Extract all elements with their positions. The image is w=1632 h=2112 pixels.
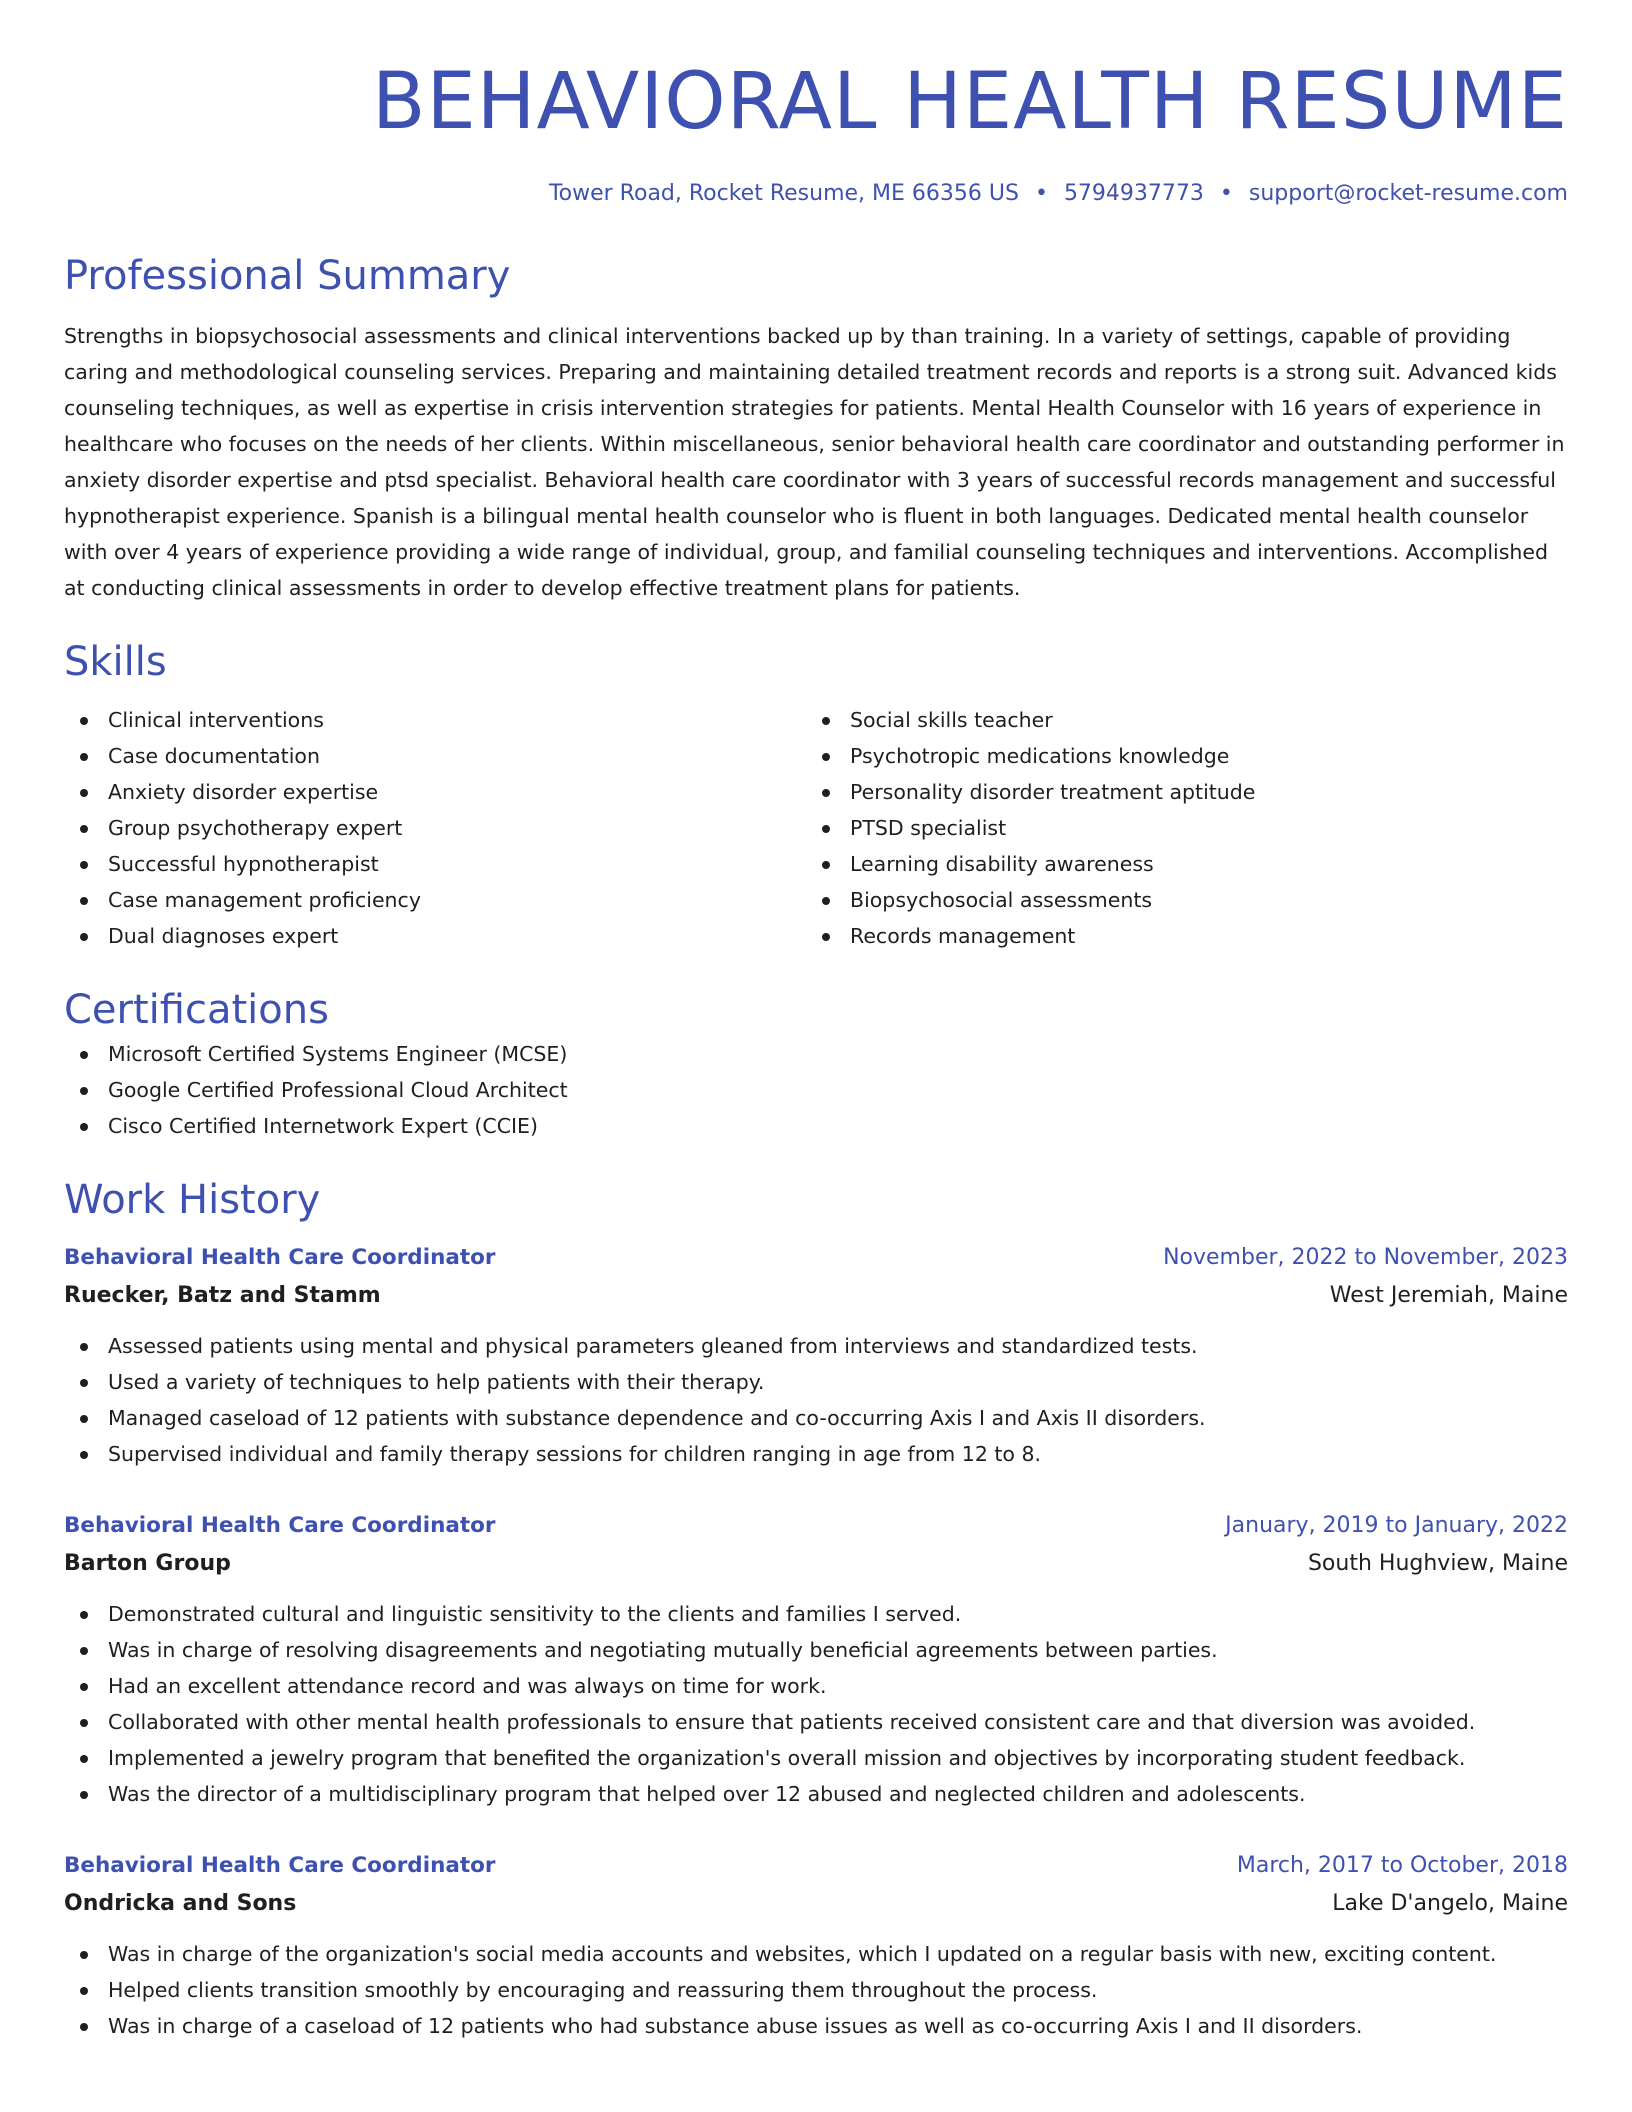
summary-heading: Professional Summary (64, 253, 511, 299)
work-history-heading: Work History (64, 1177, 321, 1223)
certifications-heading: Certifications (64, 987, 329, 1033)
skills-heading: Skills (64, 639, 167, 685)
job-duty: Collaborated with other mental health professionals to ensure that patients received consistent care and that diversion was avoided. (64, 1704, 1568, 1740)
job-dates: November, 2022 to November, 2023 (1163, 1245, 1568, 1270)
contact-separator: • (1219, 181, 1233, 206)
skill-item: Case documentation (64, 738, 806, 774)
skills-section (64, 636, 1568, 954)
certifications-list (64, 1036, 1568, 1144)
job-company-row (64, 1276, 1568, 1316)
job-company: Barton Group (64, 1551, 231, 1576)
resume-header (64, 0, 1568, 210)
job-company-row (64, 1884, 1568, 1924)
job-location: South Hughview, Maine (1307, 1551, 1568, 1576)
contact-phone[interactable]: 5794937773 (1063, 181, 1204, 206)
skills-grid (64, 702, 1568, 954)
job-company-row (64, 1544, 1568, 1584)
job-location: West Jeremiah, Maine (1329, 1283, 1568, 1308)
certification-item: Google Certified Professional Cloud Architect (64, 1072, 1568, 1108)
job-duty: Implemented a jewelry program that benefited the organization's overall mission and objectives by incorporating student feedback. (64, 1740, 1568, 1776)
job-entry (64, 1508, 1568, 1812)
job-duties-list (64, 1328, 1568, 1472)
job-company: Ondricka and Sons (64, 1891, 297, 1916)
job-duties-list (64, 1596, 1568, 1812)
job-duty: Helped clients transition smoothly by encouraging and reassuring them throughout the process. (64, 1972, 1568, 2008)
skill-item: Dual diagnoses expert (64, 918, 806, 954)
job-duty: Was in charge of resolving disagreements and negotiating mutually beneficial agreements between parties. (64, 1632, 1568, 1668)
summary-section (64, 250, 1568, 606)
skill-item: Biopsychosocial assessments (806, 882, 1548, 918)
job-duty: Had an excellent attendance record and was always on time for work. (64, 1668, 1568, 1704)
job-duty: Used a variety of techniques to help patients with their therapy. (64, 1364, 1568, 1400)
skill-item: Social skills teacher (806, 702, 1548, 738)
job-duty: Demonstrated cultural and linguistic sensitivity to the clients and families I served. (64, 1596, 1568, 1632)
job-duties-list (64, 1936, 1568, 2044)
skill-item: Case management proficiency (64, 882, 806, 918)
skills-column-right (806, 702, 1548, 954)
skills-list-left (64, 702, 806, 954)
certification-item: Cisco Certified Internetwork Expert (CCIE) (64, 1108, 1568, 1144)
job-title-row (64, 1240, 1568, 1276)
job-company: Ruecker, Batz and Stamm (64, 1283, 381, 1308)
resume-name: BEHAVIORAL HEALTH RESUME (372, 57, 1568, 147)
job-duty: Managed caseload of 12 patients with substance dependence and co-occurring Axis I and Axis II disorders. (64, 1400, 1568, 1436)
contact-separator: • (1034, 181, 1048, 206)
skill-item: Group psychotherapy expert (64, 810, 806, 846)
job-title-row (64, 1508, 1568, 1544)
skill-item: Successful hypnotherapist (64, 846, 806, 882)
certifications-section (64, 984, 1568, 1144)
skills-list-right (806, 702, 1548, 954)
job-dates: March, 2017 to October, 2018 (1236, 1853, 1568, 1878)
contact-address: Tower Road, Rocket Resume, ME 66356 US (548, 181, 1019, 206)
skill-item: Psychotropic medications knowledge (806, 738, 1548, 774)
job-duty: Was in charge of a caseload of 12 patients who had substance abuse issues as well as co-occurring Axis I and II disorders. (64, 2008, 1568, 2044)
job-duty: Was in charge of the organization's social media accounts and websites, which I updated on a regular basis with new, exciting content. (64, 1936, 1568, 1972)
job-duty: Was the director of a multidisciplinary program that helped over 12 abused and neglected children and adolescents. (64, 1776, 1568, 1812)
skill-item: Anxiety disorder expertise (64, 774, 806, 810)
job-duty: Assessed patients using mental and physical parameters gleaned from interviews and standardized tests. (64, 1328, 1568, 1364)
job-duty: Supervised individual and family therapy sessions for children ranging in age from 12 to 8. (64, 1436, 1568, 1472)
contact-email[interactable]: support@rocket-resume.com (1248, 181, 1568, 206)
job-title-row (64, 1848, 1568, 1884)
certification-item: Microsoft Certified Systems Engineer (MCSE) (64, 1036, 1568, 1072)
summary-text: Strengths in biopsychosocial assessments and clinical interventions backed up by than training. In a variety of settings, capable of providing caring and methodological counseling services. Preparing and maintaining detailed treatment records and reports is a strong suit. Advanced kids counseling techniques, as well as expertise in crisis intervention strategies for patients. Mental Health Counselor with 16 years of experience in healthcare who focuses on the needs of her clients. Within miscellaneous, senior behavioral health care coordinator and outstanding performer in anxiety disorder expertise and ptsd specialist. Behavioral health care coordinator with 3 years of successful records management and successful hypnotherapist experience. Spanish is a bilingual mental health counselor who is fluent in both languages. Dedicated mental health counselor with over 4 years of experience providing a wide range of individual, group, and familial counseling techniques and interventions. Accomplished at conducting clinical assessments in order to develop effective treatment plans for patients. (64, 324, 1565, 600)
skill-item: PTSD specialist (806, 810, 1548, 846)
job-entry (64, 1240, 1568, 1472)
skill-item: Clinical interventions (64, 702, 806, 738)
skill-item: Personality disorder treatment aptitude (806, 774, 1548, 810)
skills-column-left (64, 702, 806, 954)
job-title: Behavioral Health Care Coordinator (64, 1513, 496, 1538)
job-location: Lake D'angelo, Maine (1332, 1891, 1568, 1916)
skill-item: Records management (806, 918, 1548, 954)
job-dates: January, 2019 to January, 2022 (1225, 1513, 1568, 1538)
work-history-section (64, 1174, 1568, 2044)
job-entry (64, 1848, 1568, 2044)
job-title: Behavioral Health Care Coordinator (64, 1853, 496, 1878)
contact-line (64, 178, 1568, 210)
job-title: Behavioral Health Care Coordinator (64, 1245, 496, 1270)
skill-item: Learning disability awareness (806, 846, 1548, 882)
